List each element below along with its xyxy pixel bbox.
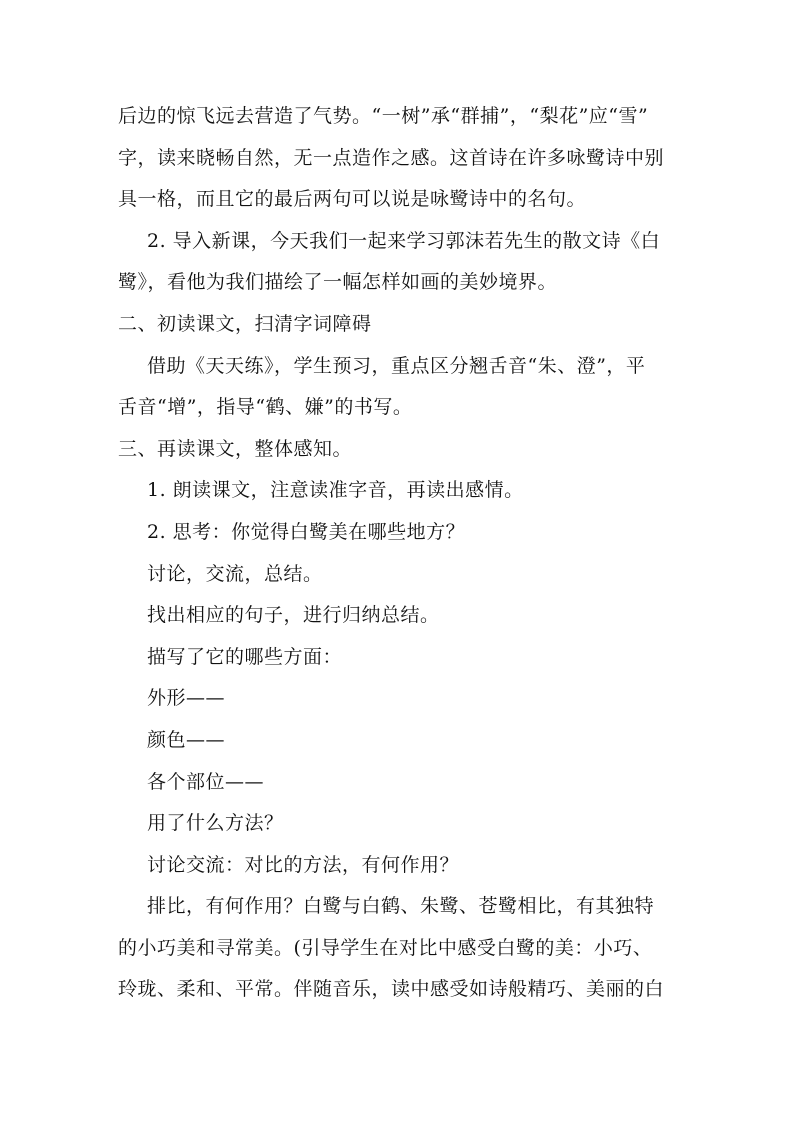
text-line: 2. 思考：你觉得白鹭美在哪些地方？ <box>147 520 466 543</box>
text-line: 描写了它的哪些方面： <box>147 645 343 668</box>
document-body <box>118 96 680 1011</box>
text-line: 用了什么方法？ <box>147 812 284 835</box>
text-line: 玲珑、柔和、平常。伴随音乐，读中感受如诗般精巧、美丽的白 <box>118 978 665 1001</box>
text-line: 鹭》，看他为我们描绘了一幅怎样如画的美妙境界。 <box>118 271 558 294</box>
section-heading: 三、再读课文，整体感知。 <box>118 437 353 460</box>
section-heading: 二、初读课文，扫清字词障碍 <box>118 312 372 335</box>
text-line: 讨论，交流，总结。 <box>147 562 323 585</box>
text-line: 找出相应的句子，进行归纳总结。 <box>147 604 440 627</box>
text-line: 外形—— <box>147 687 226 710</box>
text-line: 后边的惊飞远去营造了气势。“一树”承“群捕”，“梨花”应“雪” <box>118 105 649 127</box>
text-line: 字，读来晓畅自然，无一点造作之感。这首诗在许多咏鹭诗中别 <box>118 146 665 169</box>
text-line: 排比，有何作用？白鹭与白鹤、朱鹭、苍鹭相比，有其独特 <box>147 895 655 918</box>
text-line: 舌音“增”，指导“鹤、嫌”的书写。 <box>118 396 413 419</box>
text-line: 借助《天天练》，学生预习，重点区分翘舌音“朱、澄”，平 <box>147 354 646 377</box>
text-line: 讨论交流：对比的方法，有何作用？ <box>147 853 460 876</box>
text-line: 颜色—— <box>147 728 226 751</box>
text-line: 具一格，而且它的最后两句可以说是咏鹭诗中的名句。 <box>118 188 587 211</box>
text-line: 的小巧美和寻常美。(引导学生在对比中感受白鹭的美：小巧、 <box>118 936 653 959</box>
text-line: 1. 朗读课文，注意读准字音，再读出感情。 <box>147 479 524 502</box>
text-line: 2. 导入新课，今天我们一起来学习郭沫若先生的散文诗《白 <box>147 229 661 252</box>
text-line: 各个部位—— <box>147 770 265 793</box>
